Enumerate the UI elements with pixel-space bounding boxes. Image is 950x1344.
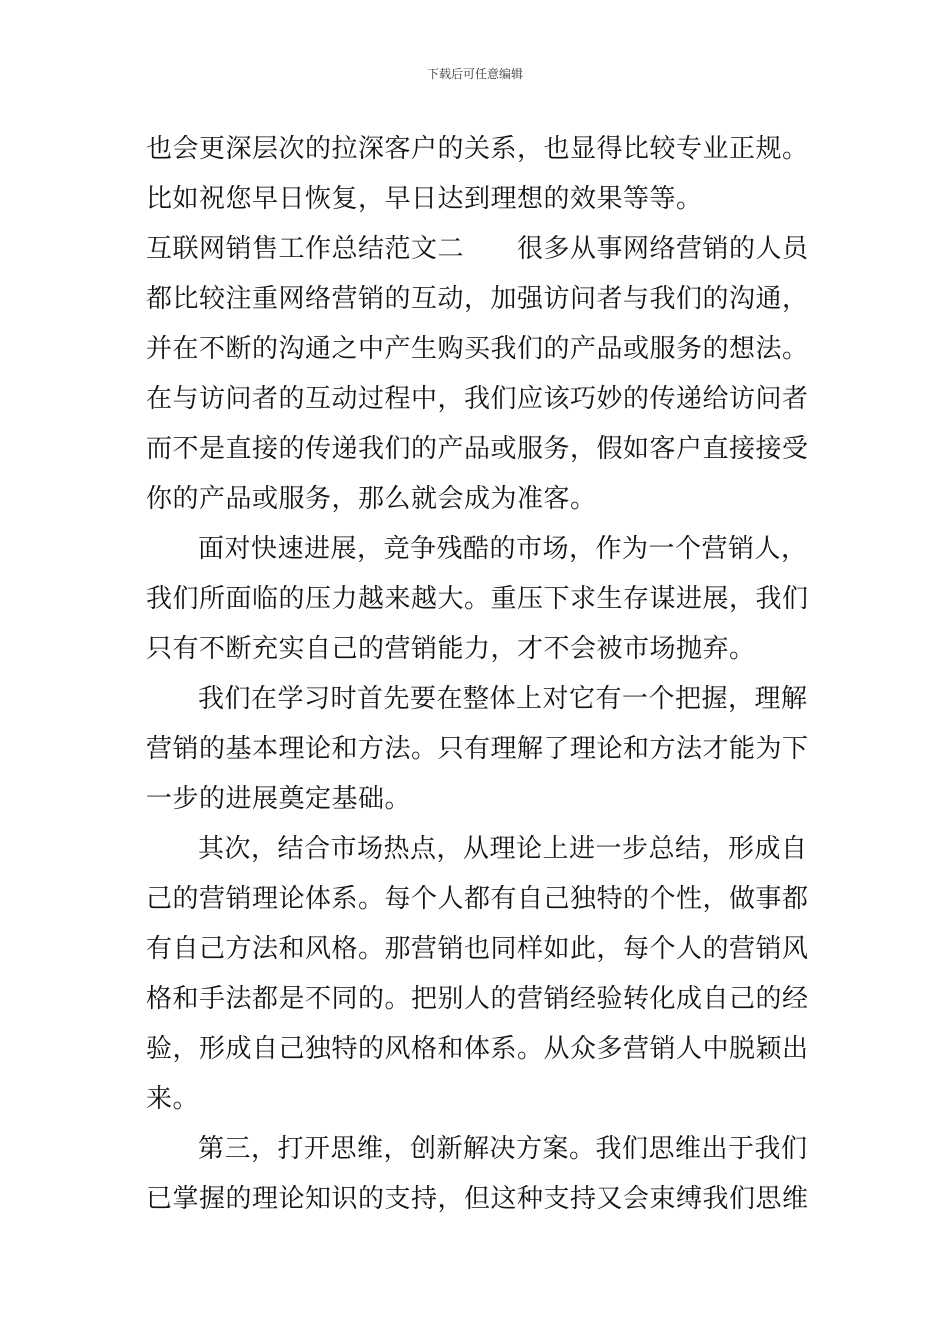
page-header: 下载后可任意编辑 (426, 67, 523, 81)
text-line: 只有不断充实自己的营销能力，才不会被市场抛弃。 (146, 634, 756, 664)
text-line: 在与访问者的互动过程中，我们应该巧妙的传递给访问者 (146, 384, 809, 414)
text-line: 比如祝您早日恢复，早日达到理想的效果等等。 (146, 184, 703, 214)
document-body (146, 124, 810, 1224)
text-line: 你的产品或服务，那么就会成为准客。 (146, 484, 597, 514)
paragraph-first-line: 面对快速进展，竞争残酷的市场，作为一个营销人， (198, 534, 808, 564)
text-line: 有自己方法和风格。那营销也同样如此，每个人的营销风 (146, 934, 809, 964)
text-line: 互联网销售工作总结范文二 很多从事网络营销的人员 (146, 234, 809, 264)
text-line: 都比较注重网络营销的互动，加强访问者与我们的沟通， (146, 284, 809, 314)
text-line: 一步的进展奠定基础。 (146, 784, 412, 814)
text-line: 并在不断的沟通之中产生购买我们的产品或服务的想法。 (146, 334, 809, 364)
paragraph-first-line: 我们在学习时首先要在整体上对它有一个把握，理解 (198, 684, 808, 714)
text-line: 验，形成自己独特的风格和体系。从众多营销人中脱颖出 (146, 1034, 809, 1064)
paragraph-first-line: 其次，结合市场热点，从理论上进一步总结，形成自 (198, 834, 808, 864)
text-line: 来。 (146, 1084, 200, 1114)
text-line: 也会更深层次的拉深客户的关系，也显得比较专业正规。 (146, 134, 809, 164)
paragraph-first-line: 第三，打开思维，创新解决方案。我们思维出于我们 (198, 1134, 808, 1164)
text-line: 营销的基本理论和方法。只有理解了理论和方法才能为下 (146, 734, 809, 764)
text-line: 已掌握的理论知识的支持，但这种支持又会束缚我们思维 (146, 1184, 809, 1214)
text-line: 格和手法都是不同的。把别人的营销经验转化成自己的经 (146, 984, 809, 1014)
text-line: 己的营销理论体系。每个人都有自己独特的个性，做事都 (146, 884, 809, 914)
text-line: 我们所面临的压力越来越大。重压下求生存谋进展，我们 (146, 584, 809, 614)
text-line: 而不是直接的传递我们的产品或服务，假如客户直接接受 (146, 434, 809, 464)
